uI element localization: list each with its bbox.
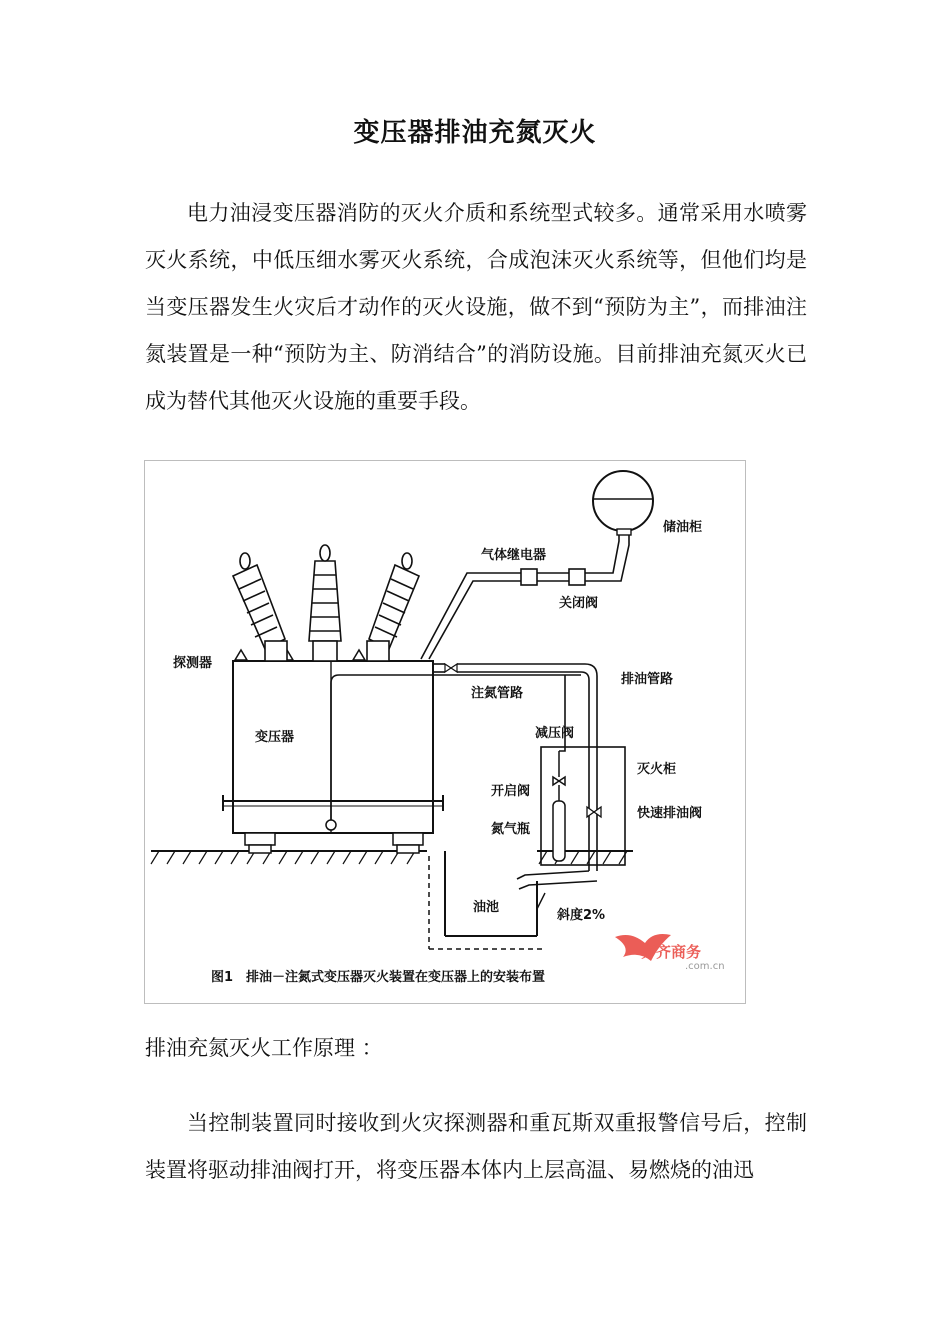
transformer-diagram-figure xyxy=(144,460,746,1004)
label-oil-pool: 油池 xyxy=(473,900,500,915)
label-pressure-reducer: 减压阀 xyxy=(535,726,575,741)
watermark-url: .com.cn xyxy=(685,961,725,972)
bushing-right xyxy=(367,553,419,661)
transformer-tank xyxy=(233,661,433,833)
oil-conservator xyxy=(593,471,653,531)
label-nitrogen-bottle: 氮气瓶 xyxy=(491,822,531,837)
section-heading: 排油充氮灭火工作原理 ： xyxy=(145,1036,383,1060)
label-storage-tank: 储油柜 xyxy=(663,520,703,535)
label-fire-cabinet: 灭火柜 xyxy=(637,762,677,777)
gas-relay xyxy=(521,569,537,585)
label-quick-drain-valve: 快速排油阀 xyxy=(637,806,703,821)
label-gas-relay: 气体继电器 xyxy=(481,548,547,563)
page-title: 变压器排油充氮灭火 xyxy=(353,118,597,148)
bushing-left xyxy=(233,553,287,661)
label-detector: 探测器 xyxy=(173,656,213,671)
label-nitrogen-pipe: 注氮管路 xyxy=(471,686,524,701)
bushing-middle xyxy=(309,545,341,661)
quick-drain-valve xyxy=(587,807,601,817)
watermark-text: 齐齐商务 xyxy=(641,943,702,961)
label-open-valve: 开启阀 xyxy=(491,784,531,799)
figure-caption: 图1 排油－注氮式变压器灭火装置在变压器上的安装布置 xyxy=(211,970,546,985)
intro-paragraph: 电力油浸变压器消防的灭火介质和系统型式较多。通常采用水喷雾灭火系统，中低压细水雾灭火系统，合成泡沫灭火系统等，但他们均是当变压器发生火灾后才动作的灭火设施，做不到“预防为主”，而排油注氮装置是一种“预防为主、防消结合”的消防设施。目前排油充氮灭火已成为替代其他灭火设施的重要手段。 xyxy=(145,201,807,413)
label-slope: 斜度2% xyxy=(557,908,606,923)
shutoff-valve xyxy=(569,569,585,585)
watermark-logo xyxy=(615,934,725,972)
transformer-diagram xyxy=(145,461,745,1003)
principle-paragraph: 当控制装置同时接收到火灾探测器和重瓦斯双重报警信号后，控制装置将驱动排油阀打开，将变压器本体内上层高温、易燃烧的油迅 xyxy=(145,1111,807,1182)
nitrogen-bottle xyxy=(553,751,565,861)
label-transformer: 变压器 xyxy=(255,730,295,745)
label-drain-pipe: 排油管路 xyxy=(621,672,674,687)
label-shutoff-valve: 关闭阀 xyxy=(559,596,599,611)
